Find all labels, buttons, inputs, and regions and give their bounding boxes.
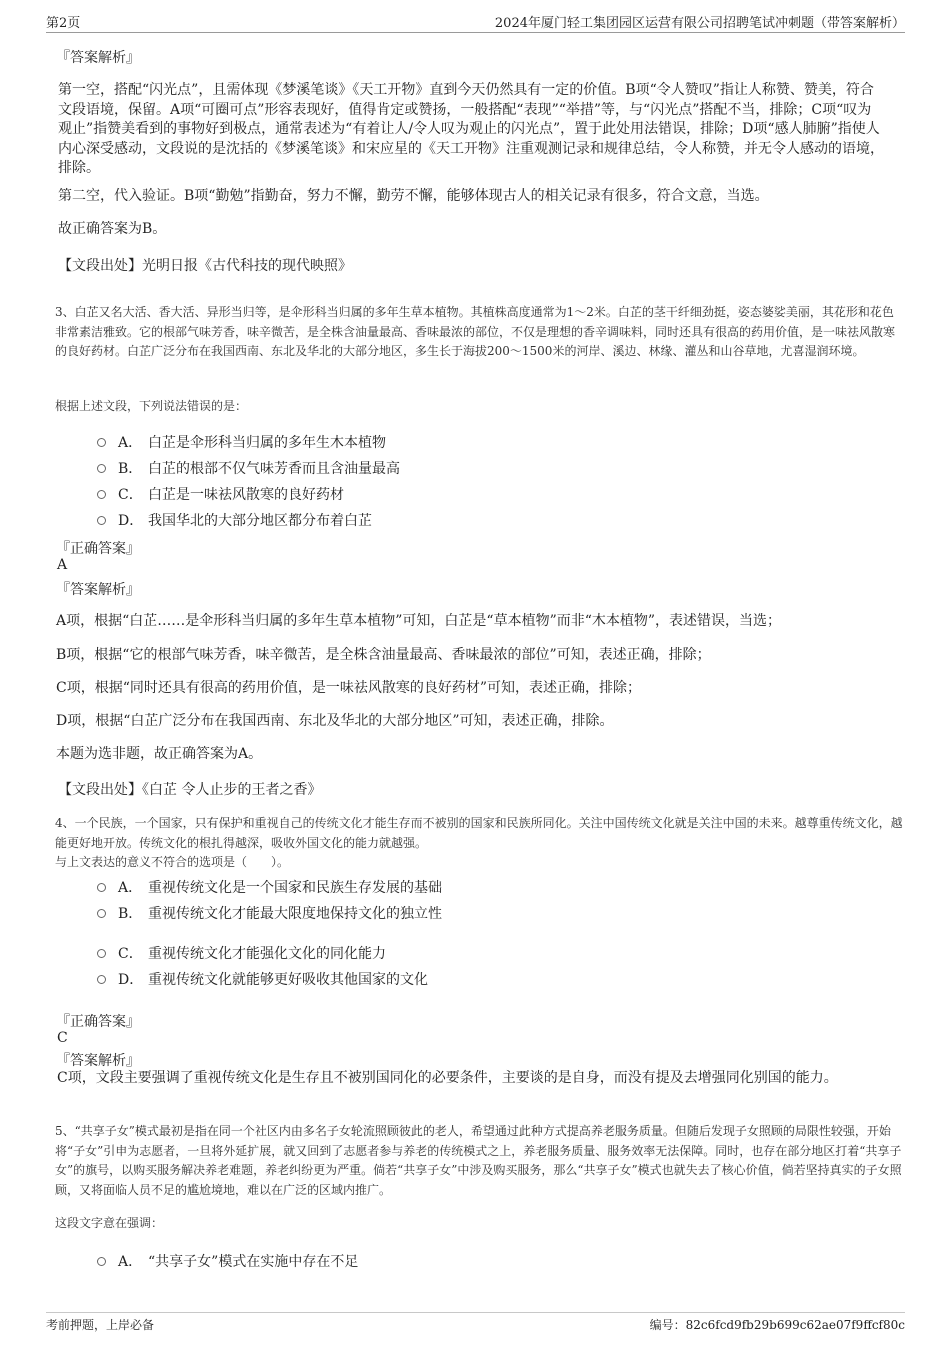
- q3-analysis-line-b: B项，根据“它的根部气味芳香，味辛微苦，是全株含油量最高、香味最浓的部位”可知，表述正确，排除；: [56, 647, 711, 663]
- option-letter: D．: [118, 972, 144, 988]
- q3-analysis-label: 『答案解析』: [56, 582, 140, 598]
- q3-source: 【文段出处】《白芷 令人止步的王者之香》: [58, 782, 322, 798]
- q4-answer-label: 『正确答案』: [56, 1014, 140, 1030]
- option-text: 白芷是一味祛风散寒的良好药材: [148, 487, 344, 503]
- q4-answer: C: [57, 1030, 68, 1046]
- q4-option-d[interactable]: [97, 969, 428, 989]
- radio-button-icon[interactable]: [97, 438, 106, 447]
- option-text: 我国华北的大部分地区都分布着白芷: [148, 513, 372, 529]
- option-text: 重视传统文化才能最大限度地保持文化的独立性: [148, 906, 442, 922]
- option-text: “共享子女”模式在实施中存在不足: [148, 1254, 359, 1270]
- option-text: 重视传统文化就能够更好吸收其他国家的文化: [148, 972, 428, 988]
- document-title: 2024年厦门轻工集团园区运营有限公司招聘笔试冲刺题（带答案解析）: [494, 16, 905, 31]
- option-letter: D．: [118, 513, 144, 529]
- document-id: 编号：82c6fcd9fb29b699c62ae07f9ffcf80c: [649, 1318, 905, 1332]
- radio-button-icon[interactable]: [97, 909, 106, 918]
- footer-slogan: 考前押题，上岸必备: [46, 1318, 155, 1332]
- option-text: 重视传统文化才能强化文化的同化能力: [148, 946, 386, 962]
- q4-analysis-label: 『答案解析』: [56, 1053, 140, 1069]
- q5-question: 这段文字意在强调：: [55, 1216, 164, 1230]
- option-text: 重视传统文化是一个国家和民族生存发展的基础: [148, 880, 442, 896]
- q4-analysis: C项，文段主要强调了重视传统文化是生存且不被别国同化的必要条件，主要谈的是自身，而没有提及去增强同化别国的能力。: [57, 1070, 838, 1086]
- q3-option-a[interactable]: [97, 432, 386, 452]
- radio-button-icon[interactable]: [97, 949, 106, 958]
- radio-button-icon[interactable]: [97, 464, 106, 473]
- q3-conclusion: 本题为选非题，故正确答案为A。: [56, 746, 263, 762]
- radio-button-icon[interactable]: [97, 1257, 106, 1266]
- option-text: 白芷的根部不仅气味芳香而且含油量最高: [148, 461, 400, 477]
- q5-stem: 5、“共享子女”模式最初是指在同一个社区内由多名子女轮流照顾彼此的老人，希望通过此种方式提高养老服务质量。但随后发现子女照顾的局限性较强，开始将“子女”引申为志愿者，一旦将外延扩展，就又回到了志愿者参与养老的传统模式之上，养老服务质量、服务效率无法保障。同时，也存在部分地区打着“共享子女”的旗号，以购买服务解决养老难题，养老纠纷更为严重。倘若“共享子女”中涉及购买服务，那么“共享子女”模式也就失去了核心价值，倘若坚持真实的子女照顾，又将面临人员不足的尴尬境地，难以在广泛的区域内推广。: [55, 1124, 902, 1197]
- q3-analysis-line-d: D项，根据“白芷广泛分布在我国西南、东北及华北的大部分地区”可知，表述正确，排除。: [56, 713, 614, 729]
- q4-option-b[interactable]: [97, 903, 442, 923]
- footer-divider: [46, 1312, 905, 1313]
- page-number: 第2页: [46, 16, 81, 31]
- q2-analysis-paragraph-2: 第二空，代入验证。B项“勤勉”指勤奋，努力不懈，勤劳不懈，能够体现古人的相关记录有很多，符合文意，当选。: [58, 188, 769, 204]
- q3-analysis-line-c: C项，根据“同时还具有很高的药用价值，是一味祛风散寒的良好药材”可知，表述正确，排除；: [56, 680, 642, 696]
- option-text: 白芷是伞形科当归属的多年生木本植物: [148, 435, 386, 451]
- q3-option-c[interactable]: [97, 484, 344, 504]
- radio-button-icon[interactable]: [97, 883, 106, 892]
- radio-button-icon[interactable]: [97, 975, 106, 984]
- q2-analysis-paragraph-1: 第一空，搭配“闪光点”，且需体现《梦溪笔谈》《天工开物》直到今天仍然具有一定的价值。B项“令人赞叹”指让人称赞、赞美，符合文段语境，保留。A项“可圈可点”形容表现好，值得肯定或赞扬，一般搭配“表现”“举措”等，与“闪光点”搭配不当，排除；C项“叹为观止”指赞美看到的事物好到极点，通常表述为“有着让人/令人叹为观止的闪光点”，置于此处用法错误，排除；D项“感人肺腑”指使人内心深受感动，文段说的是沈括的《梦溪笔谈》和宋应星的《天工开物》注重观测记录和规律总结，令人称赞，并无令人感动的语境，排除。: [58, 82, 884, 176]
- option-letter: A．: [118, 880, 143, 896]
- q4-option-c[interactable]: [97, 943, 386, 963]
- option-letter: A．: [118, 435, 143, 451]
- q4-option-a[interactable]: [97, 877, 442, 897]
- q4-stem: 4、一个民族，一个国家，只有保护和重视自己的传统文化才能生存而不被别的国家和民族所同化。关注中国传统文化就是关注中国的未来。越尊重传统文化，越能更好地开放。传统文化的根扎得越深，吸收外国文化的能力就越强。: [55, 816, 903, 850]
- q3-answer-label: 『正确答案』: [56, 541, 140, 557]
- option-letter: B．: [118, 906, 143, 922]
- q3-stem: 3、白芷又名大活、香大活、异形当归等，是伞形科当归属的多年生草本植物。其植株高度通常为1～2米。白芷的茎干纤细劲挺，姿态婆娑美丽，其花形和花色非常素洁雅致。它的根部气味芳香，味辛微苦，是全株含油量最高、香味最浓的部位，不仅是理想的香辛调味料，同时还具有很高的药用价值，是一味祛风散寒的良好药材。白芷广泛分布在我国西南、东北及华北的大部分地区，多生长于海拔200～1500米的河岸、溪边、林缘、灌丛和山谷草地，尤喜湿润环境。: [55, 305, 896, 358]
- q2-source: 【文段出处】光明日报《古代科技的现代映照》: [58, 258, 352, 274]
- q4-question: 与上文表达的意义不符合的选项是（ ）。: [55, 855, 290, 869]
- q3-answer: A: [57, 557, 68, 573]
- option-letter: B．: [118, 461, 143, 477]
- q5-option-a[interactable]: [97, 1251, 358, 1271]
- option-letter: A．: [118, 1254, 143, 1270]
- q2-conclusion: 故正确答案为B。: [58, 221, 167, 237]
- option-letter: C．: [118, 946, 143, 962]
- option-letter: C．: [118, 487, 143, 503]
- radio-button-icon[interactable]: [97, 516, 106, 525]
- q3-question: 根据上述文段，下列说法错误的是：: [55, 399, 248, 413]
- q3-analysis-line-a: A项，根据“白芷……是伞形科当归属的多年生草本植物”可知，白芷是“草本植物”而非“木本植物”，表述错误，当选；: [56, 613, 782, 629]
- header-divider: [46, 32, 905, 33]
- q3-option-d[interactable]: [97, 510, 372, 530]
- q3-option-b[interactable]: [97, 458, 400, 478]
- q2-analysis-label: 『答案解析』: [56, 50, 140, 66]
- radio-button-icon[interactable]: [97, 490, 106, 499]
